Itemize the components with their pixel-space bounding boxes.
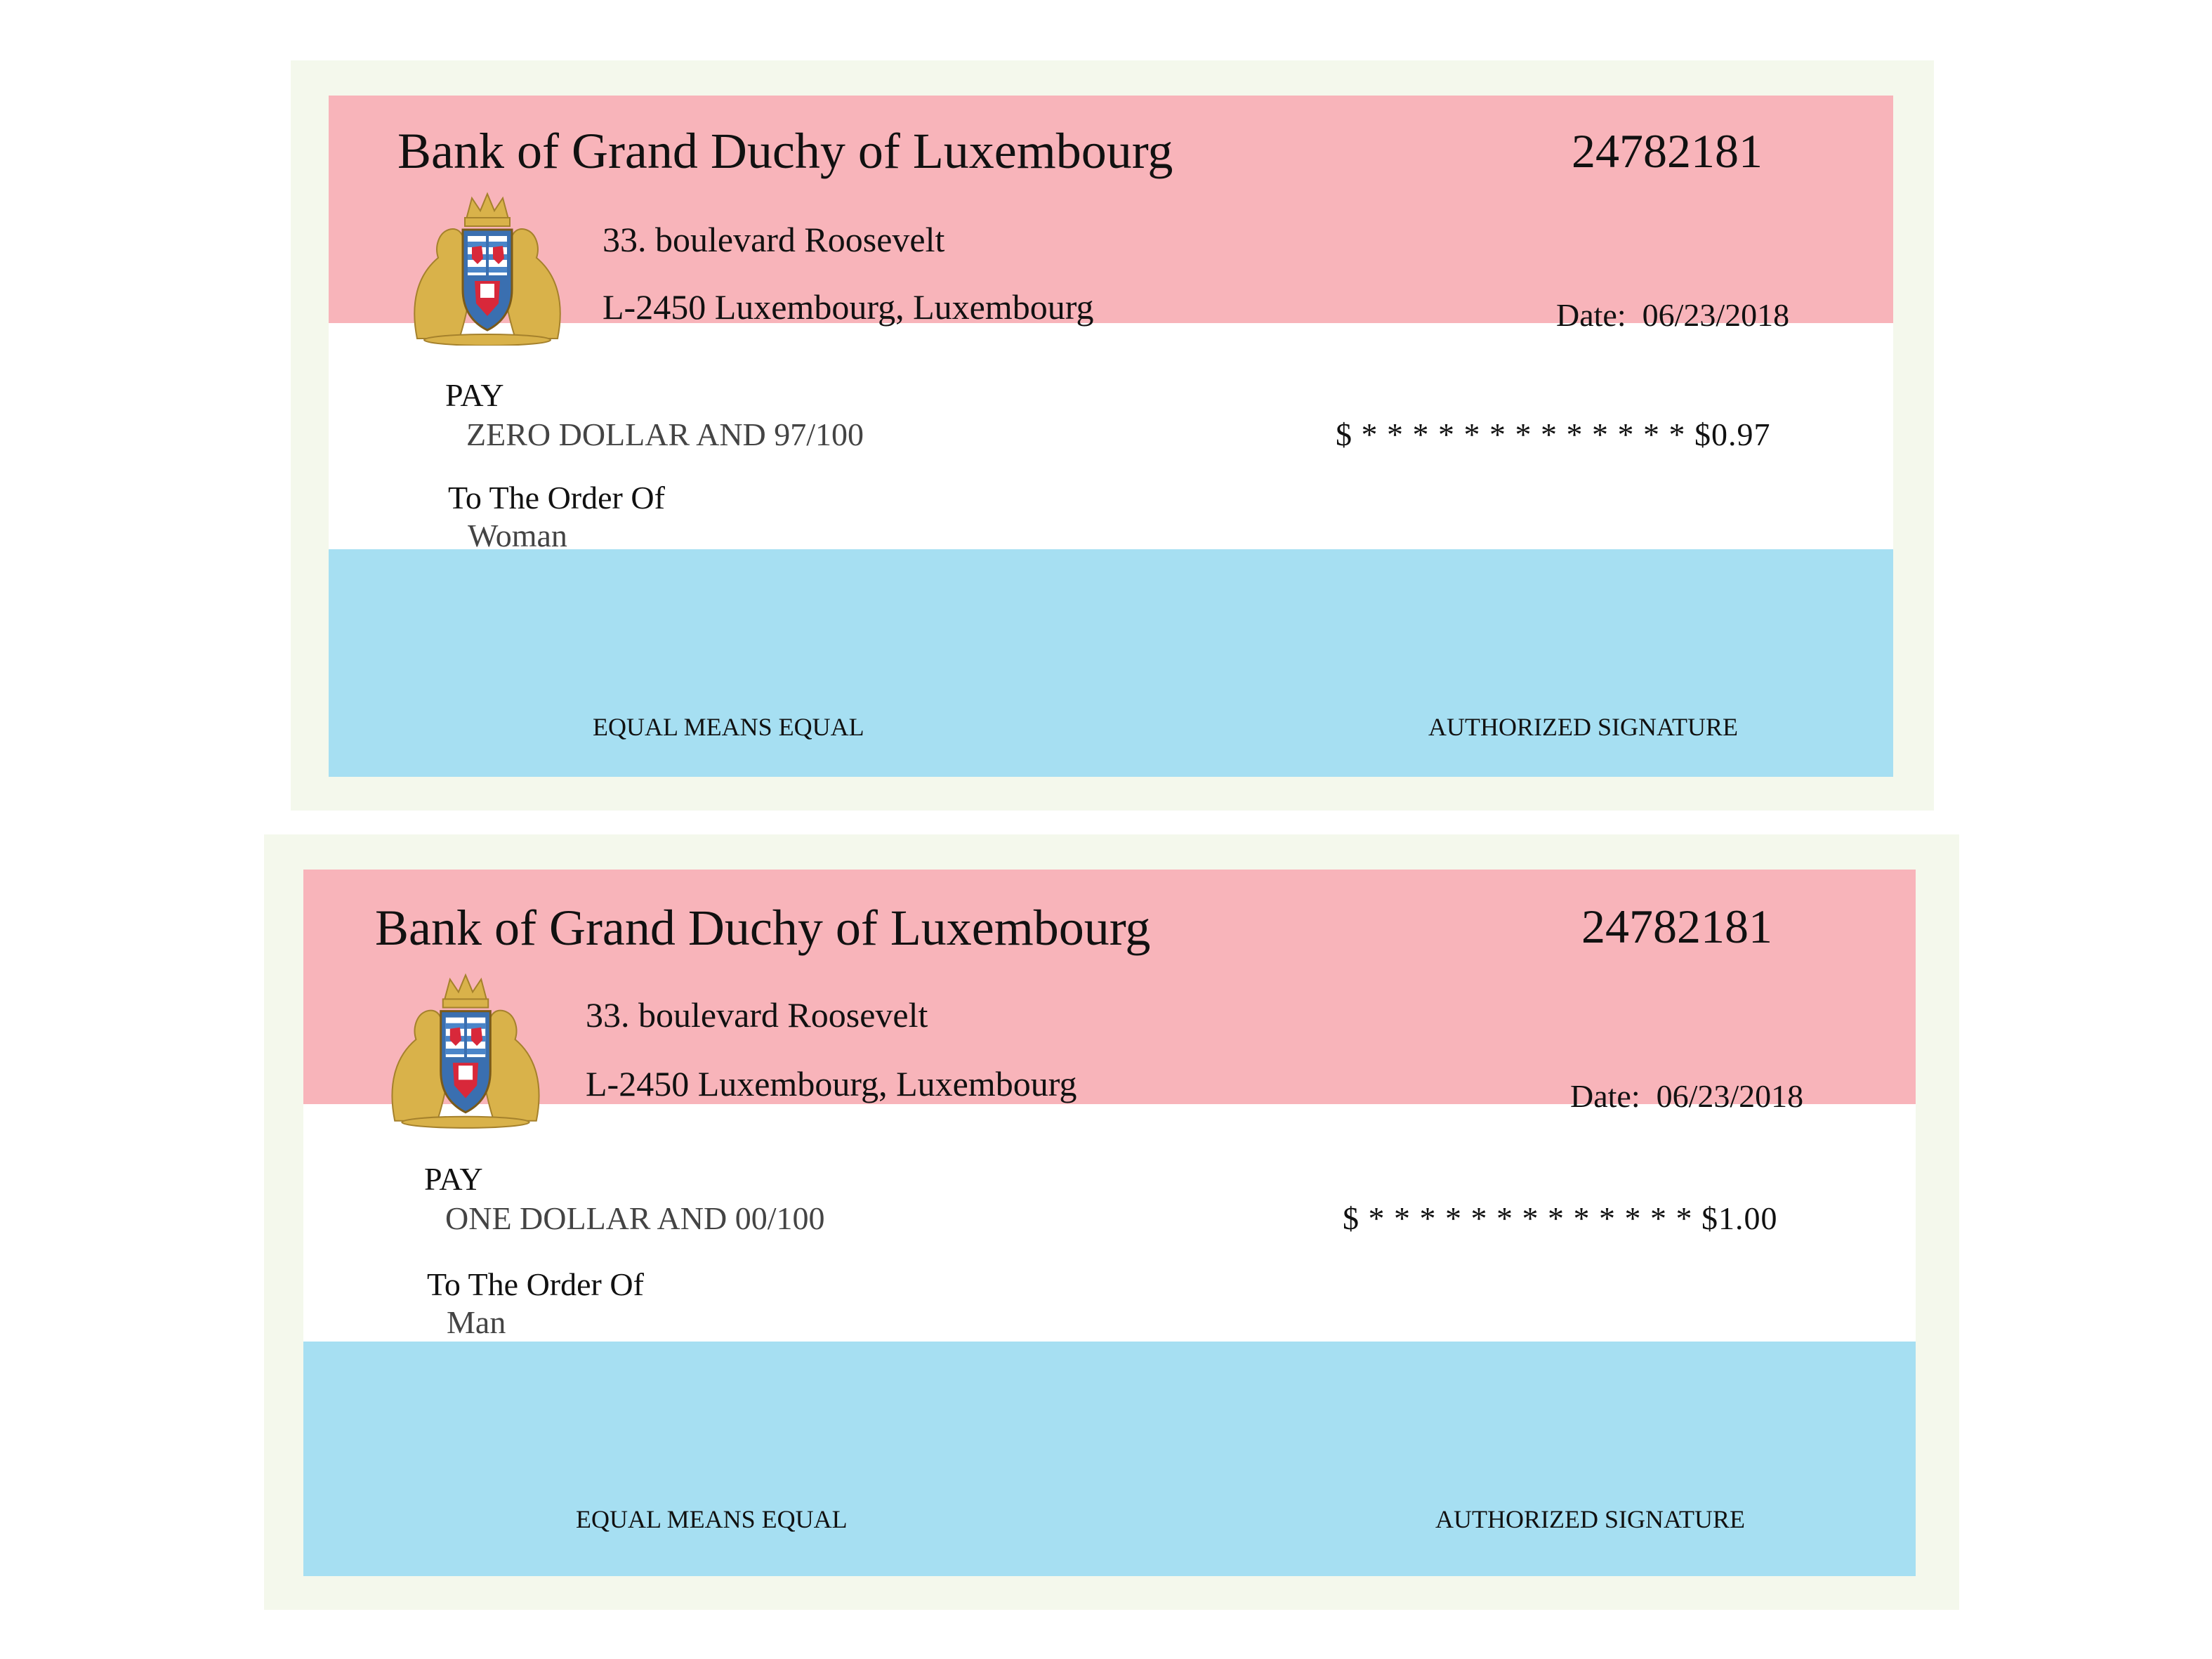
order-label: To The Order Of — [427, 1266, 644, 1302]
check-date — [1556, 296, 1789, 334]
amount-stars: * * * * * * * * * * * * * — [1361, 417, 1686, 452]
authorized-signature-label: AUTHORIZED SIGNATURE — [1428, 713, 1738, 741]
dollar-sign: $ — [1343, 1200, 1360, 1236]
payee-name: Woman — [468, 518, 567, 553]
date-value: 06/23/2018 — [1642, 297, 1790, 333]
amount-value: $1.00 — [1701, 1200, 1778, 1236]
check-2-body — [303, 870, 1916, 1576]
check-2 — [264, 834, 1959, 1610]
check-date — [1570, 1077, 1803, 1115]
check-number: 24782181 — [1581, 900, 1772, 953]
bank-address-line-1: 33. boulevard Roosevelt — [603, 220, 945, 259]
luxembourg-coat-of-arms-icon — [396, 191, 579, 346]
date-value: 06/23/2018 — [1656, 1078, 1804, 1114]
bank-address-line-2: L-2450 Luxembourg, Luxembourg — [603, 287, 1094, 327]
dollar-sign: $ — [1336, 417, 1352, 452]
amount-numeric — [1336, 416, 1771, 453]
bank-name: Bank of Grand Duchy of Luxembourg — [397, 123, 1173, 179]
amount-in-words: ZERO DOLLAR AND 97/100 — [466, 417, 864, 452]
pay-label: PAY — [445, 377, 504, 413]
bank-name: Bank of Grand Duchy of Luxembourg — [375, 900, 1151, 956]
bank-address-line-1: 33. boulevard Roosevelt — [586, 995, 928, 1035]
check-2-bottom-band — [303, 1342, 1916, 1576]
payee-name: Man — [447, 1304, 506, 1340]
check-number: 24782181 — [1572, 124, 1763, 178]
pay-label: PAY — [424, 1161, 483, 1197]
date-label: Date: — [1570, 1078, 1640, 1114]
amount-stars: * * * * * * * * * * * * * — [1368, 1200, 1693, 1236]
date-label: Date: — [1556, 297, 1626, 333]
amount-in-words: ONE DOLLAR AND 00/100 — [445, 1200, 825, 1236]
memo-text: EQUAL MEANS EQUAL — [576, 1505, 848, 1533]
bank-address-line-2: L-2450 Luxembourg, Luxembourg — [586, 1064, 1077, 1103]
memo-text: EQUAL MEANS EQUAL — [593, 713, 864, 741]
order-label: To The Order Of — [448, 480, 665, 516]
check-1-bottom-band — [329, 549, 1893, 777]
luxembourg-coat-of-arms-icon — [374, 971, 558, 1129]
amount-numeric — [1343, 1200, 1778, 1237]
check-1-body — [329, 96, 1893, 777]
amount-value: $0.97 — [1694, 417, 1771, 452]
check-1 — [291, 60, 1934, 811]
authorized-signature-label: AUTHORIZED SIGNATURE — [1435, 1505, 1745, 1533]
